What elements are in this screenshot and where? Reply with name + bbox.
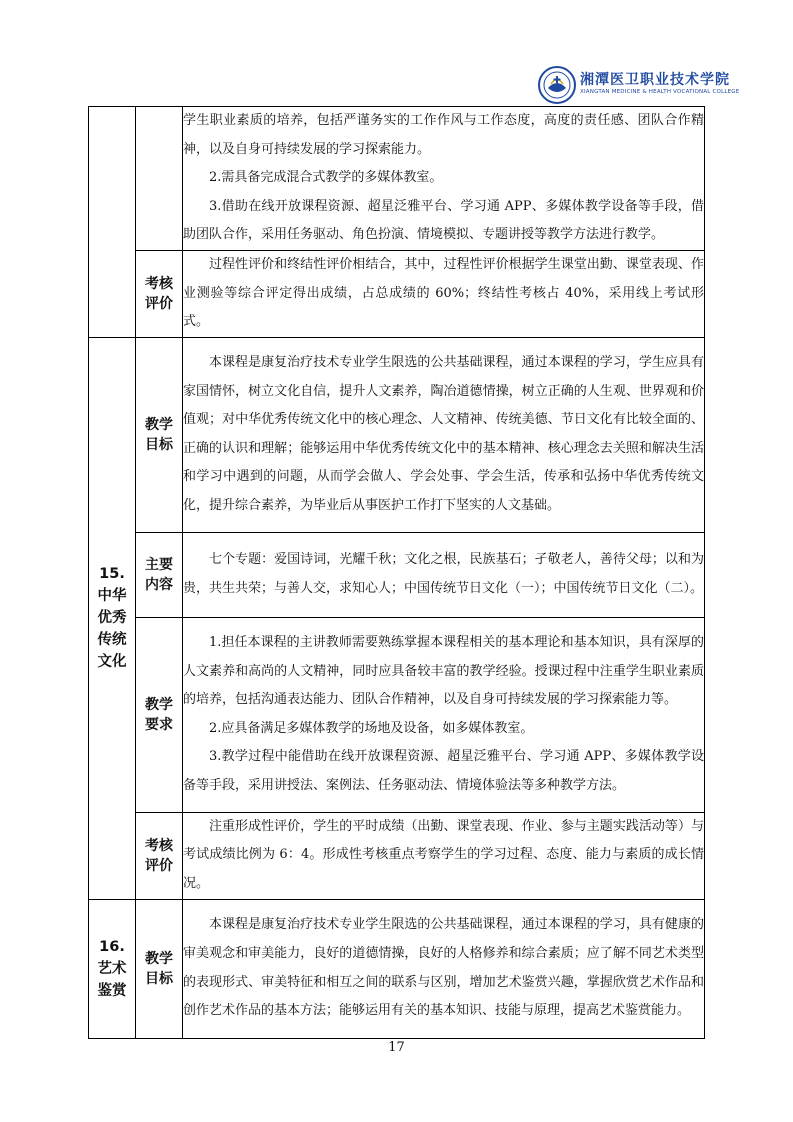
course16-objective-label-cell [136, 899, 183, 1038]
college-emblem-icon [538, 66, 576, 104]
course16-name-line-1: 16. [99, 938, 125, 955]
course15-content-label-1: 主要 [145, 556, 173, 573]
prev-requirements-line-1: 学生职业素质的培养，包括严谨务实的工作作风与工作态度，高度的责任感、团队合作精神，以及自身可持续发展的学习探索能力。 [183, 113, 704, 157]
course16-name-line-2: 艺术 [97, 960, 127, 977]
course15-name-line-3: 优秀 [97, 610, 127, 627]
course15-content-label-cell [136, 532, 183, 617]
course16-objective-label-2: 目标 [145, 970, 173, 987]
prev-course-assessment-row [89, 250, 705, 337]
course15-objective-label-1: 教学 [145, 416, 173, 433]
college-name-cn: 湘潭医卫职业技术学院 [580, 72, 730, 88]
course16-objective-text: 本课程是康复治疗技术专业学生限选的公共基础课程，通过本课程的学习，具有健康的审美观念和审美能力，良好的道德情操，良好的人格修养和综合素质；应了解不同艺术类型的表现形式、审美特征和相互之间的联系与区别，增加艺术鉴赏兴趣，掌握欣赏艺术作品和创作艺术作品的基本方法；能够运用有关的基本知识、技能与原理，提高艺术鉴赏能力。 [183, 917, 704, 1019]
course16-objective-label-1: 教学 [145, 950, 173, 967]
prev-course-name-cell [89, 107, 136, 338]
prev-assessment-text: 过程性评价和终结性评价相结合，其中，过程性评价根据学生课堂出勤、课堂表现、作业测验等综合评定得出成绩，占总成绩的 60%；终结性考核占 40%，采用线上考试形式。 [183, 256, 704, 330]
college-name-en: XIANGTAN MEDICINE & HEALTH VOCATIONAL COLLEGE [580, 89, 740, 95]
course15-requirements-line-3: 3.教学过程中能借助在线开放课程资源、超星泛雅平台、学习通 APP、多媒体教学设备等手段，采用讲授法、案例法、任务驱动法、情境体验法等多种教学方法。 [183, 749, 704, 793]
course16-objective-cell [183, 899, 705, 1038]
course15-requirements-line-2: 2.应具备满足多媒体教学的场地及设备，如多媒体教室。 [209, 720, 534, 736]
page-header [0, 0, 793, 106]
page-number: 17 [388, 1040, 405, 1055]
prev-requirements-line-2: 2.需具备完成混合式教学的多媒体教室。 [209, 170, 443, 186]
course16-name-line-3: 鉴赏 [97, 982, 127, 999]
course15-assessment-cell [183, 812, 705, 899]
course16-objective-row [89, 899, 705, 1038]
course15-assessment-text: 注重形成性评价，学生的平时成绩（出勤、课堂表现、作业、参与主题实践活动等）与考试成绩比例为 6：4。形成性考核重点考察学生的学习过程、态度、能力与素质的成长情况。 [183, 818, 704, 891]
course15-objective-cell [183, 337, 705, 532]
course15-assessment-row [89, 812, 705, 899]
course15-assessment-label-1: 考核 [145, 837, 173, 854]
course15-name-cell [89, 337, 136, 899]
course15-content-label-2: 内容 [145, 576, 173, 593]
course15-assessment-label-cell [136, 812, 183, 899]
course15-name-line-5: 文化 [97, 654, 127, 671]
prev-assessment-label-1: 考核 [145, 275, 173, 292]
course15-content-row [89, 532, 705, 617]
course15-requirements-row [89, 617, 705, 812]
course15-requirements-label-2: 要求 [145, 716, 173, 733]
prev-requirements-cell [183, 107, 705, 251]
prev-course-requirements-row [89, 107, 705, 251]
course15-requirements-line-1: 1.担任本课程的主讲教师需要熟练掌握本课程相关的基本理论和基本知识，具有深厚的人文素养和高尚的人文精神，同时应具备较丰富的教学经验。授课过程中注重学生职业素质的培养，包括沟通表达能力、团队合作精神，以及自身可持续发展的学习探索能力等。 [183, 634, 704, 708]
prev-requirements-line-3: 3.借助在线开放课程资源、超星泛雅平台、学习通 APP、多媒体教学设备等手段，借助团队合作，采用任务驱动、角色扮演、情境模拟、专题讲授等教学方法进行教学。 [183, 198, 704, 243]
course15-name-line-4: 传统 [97, 632, 127, 649]
prev-requirements-label-cell [136, 107, 183, 251]
course15-objective-label-cell [136, 337, 183, 532]
course15-requirements-cell [183, 617, 705, 812]
course15-objective-row [89, 337, 705, 532]
course16-name-cell [89, 899, 136, 1038]
course15-content-cell [183, 532, 705, 617]
course15-name-line-1: 15. [99, 566, 125, 583]
prev-assessment-cell [183, 250, 705, 337]
course15-objective-label-2: 目标 [145, 436, 173, 453]
college-logo [538, 66, 738, 106]
course15-name-line-2: 中华 [97, 588, 127, 605]
course15-requirements-label-1: 教学 [145, 696, 173, 713]
course15-assessment-label-2: 评价 [145, 857, 173, 874]
course15-content-text: 七个专题：爱国诗词，光耀千秋；文化之根，民族基石；孑敬老人，善待父母；以和为贵，共生共荣；与善人交，求知心人；中国传统节日文化（一）；中国传统节日文化（二）。 [183, 552, 704, 596]
course-table [88, 106, 705, 1039]
course15-requirements-label-cell [136, 617, 183, 812]
prev-assessment-label-2: 评价 [145, 295, 173, 312]
course15-objective-text: 本课程是康复治疗技术专业学生限选的公共基础课程，通过本课程的学习，学生应具有家国情怀，树立文化自信，提升人文素养，陶冶道德情操，树立正确的人生观、世界观和价值观；对中华优秀传统文化中的核心理念、人文精神、传统美德、节日文化有比较全面的、正确的认识和理解；能够运用中华优秀传统文化中的基本精神、核心理念去关照和解决生活和学习中遇到的问题，从而学会做人、学会处事、学会生活，传承和弘扬中华优秀传统文化，提升综合素养，为毕业后从事医护工作打下坚实的人文基础。 [183, 354, 704, 513]
prev-assessment-label-cell [136, 250, 183, 337]
